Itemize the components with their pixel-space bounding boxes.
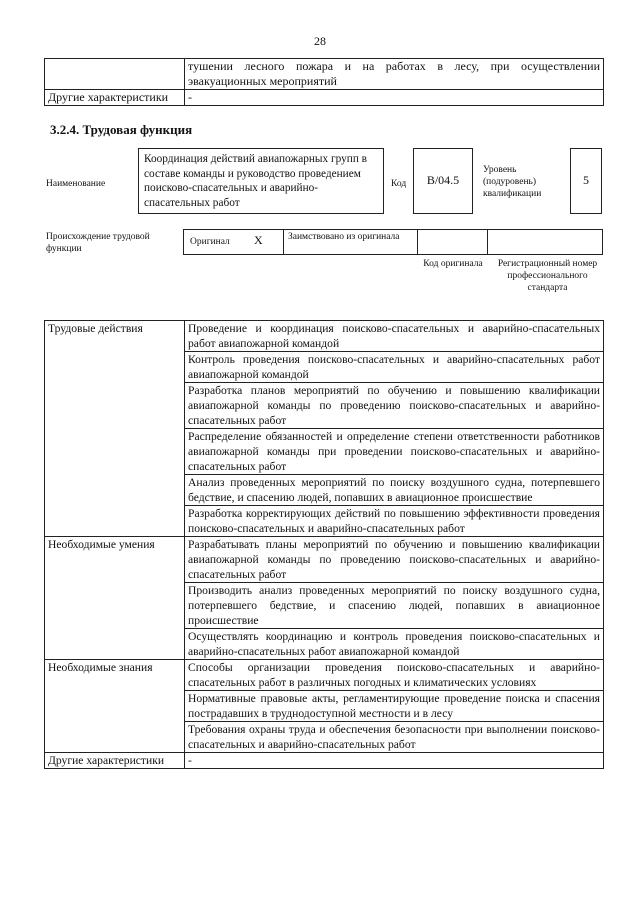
origin-label: Происхождение трудовой функции bbox=[46, 232, 150, 254]
labor-action-item: Проведение и координация поисково-спасательных и аварийно-спасательных работ авиапожарной командой bbox=[185, 321, 604, 352]
other-characteristics-value: - bbox=[185, 90, 604, 106]
other-characteristics-label: Другие характеристики bbox=[45, 90, 185, 106]
empty-cell bbox=[45, 59, 185, 90]
origin-divider-3 bbox=[487, 229, 488, 255]
labor-action-item: Анализ проведенных мероприятий по поиску воздушного судна, потерпевшего бедствие, и спасению людей, попавших в авиационное происшествие bbox=[185, 475, 604, 506]
labor-action-item: Разработка планов мероприятий по обучению и повышению квалификации авиапожарной команды по проведению поисково-спасательных и аварийно-спасательных работ bbox=[185, 383, 604, 429]
continuation-table bbox=[44, 58, 604, 106]
original-mark: X bbox=[254, 233, 263, 247]
origin-divider-2 bbox=[417, 229, 418, 255]
skill-item: Разрабатывать планы мероприятий по обучению и повышению квалификации авиапожарной команды по проведению поисково-спасательных и аварийно-спасательных работ bbox=[185, 537, 604, 583]
function-details-table bbox=[44, 320, 604, 769]
knowledge-item: Нормативные правовые акты, регламентирующие проведение поиска и спасения пострадавших в труднодоступной местности и в лесу bbox=[185, 691, 604, 722]
labor-action-item: Контроль проведения поисково-спасательных и аварийно-спасательных работ авиапожарной командой bbox=[185, 352, 604, 383]
original-label: Оригинал bbox=[190, 237, 230, 247]
code-original-label: Код оригинала bbox=[423, 259, 483, 269]
name-label: Наименование bbox=[46, 179, 106, 189]
other-label: Другие характеристики bbox=[45, 753, 185, 769]
labor-action-item: Распределение обязанностей и определение степени ответственности работников авиапожарной команды при проведении поисково-спасательных и аварийно-спасательных работ bbox=[185, 429, 604, 475]
level-box: 5 bbox=[570, 148, 602, 214]
function-name-box: Координация действий авиапожарных групп в составе команды и руководство проведением поисково-спасательных и аварийно-спасательных работ bbox=[138, 148, 384, 214]
other-value: - bbox=[185, 753, 604, 769]
skill-item: Осуществлять координацию и контроль проведения поисково-спасательных и аварийно-спасательных работ авиапожарной командой bbox=[185, 629, 604, 660]
continuation-text: тушении лесного пожара и на работах в лесу, при осуществлении эвакуационных мероприятий bbox=[185, 59, 604, 90]
section-title: 3.2.4. Трудовая функция bbox=[50, 122, 193, 137]
borrowed-label: Заимствовано из оригинала bbox=[288, 232, 400, 242]
origin-divider-1 bbox=[283, 229, 284, 255]
labor-actions-label: Трудовые действия bbox=[45, 321, 185, 537]
labor-action-item: Разработка корректирующих действий по повышению эффективности проведения поисково-спасательных и аварийно-спасательных работ bbox=[185, 506, 604, 537]
code-box: B/04.5 bbox=[413, 148, 473, 214]
level-label: Уровень (подуровень) квалификации bbox=[483, 165, 542, 199]
skill-item: Производить анализ проведенных мероприятий по поиску воздушного судна, потерпевшего бедствие, и спасению людей, попавших в авиационное происшествие bbox=[185, 583, 604, 629]
page-number: 28 bbox=[314, 34, 326, 48]
knowledge-item: Способы организации проведения поисково-спасательных и аварийно-спасательных работ в различных погодных и климатических условиях bbox=[185, 660, 604, 691]
knowledge-item: Требования охраны труда и обеспечения безопасности при выполнении поисково-спасательных и аварийно-спасательных работ bbox=[185, 722, 604, 753]
reg-number-label: Регистрационный номер профессионального стандарта bbox=[497, 259, 598, 293]
code-label: Код bbox=[391, 179, 407, 189]
knowledge-label: Необходимые знания bbox=[45, 660, 185, 753]
skills-label: Необходимые умения bbox=[45, 537, 185, 660]
